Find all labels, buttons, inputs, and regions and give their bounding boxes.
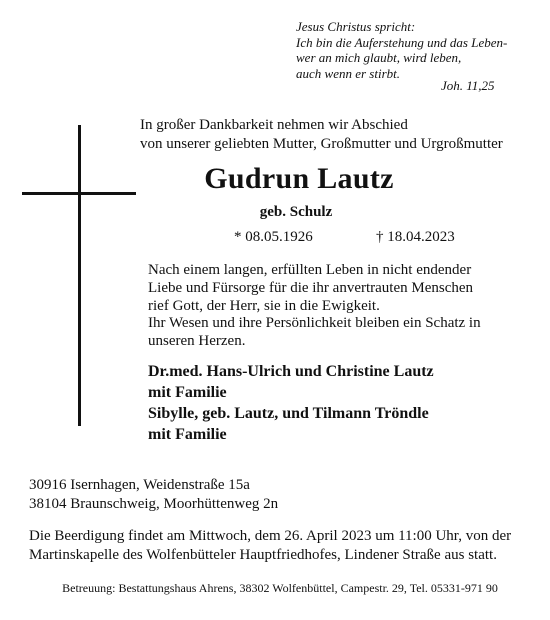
- memorial-line: Nach einem langen, erfüllten Leben in nicht endender: [148, 262, 472, 278]
- mourner-line: Sibylle, geb. Lautz, und Tilmann Tröndle: [148, 405, 429, 422]
- funeral-info: [29, 527, 511, 565]
- mourner-line: Dr.med. Hans-Ulrich und Christine Lautz: [148, 363, 434, 380]
- address-line: 30916 Isernhagen, Weidenstraße 15a: [29, 477, 250, 493]
- mourner-line: mit Familie: [148, 426, 227, 443]
- bible-verse: [296, 19, 507, 81]
- funeral-home-credit: Betreuung: Bestattungshaus Ahrens, 38302 Wolfenbüttel, Campestr. 29, Tel. 05331-971 90: [62, 581, 498, 595]
- deceased-name: Gudrun Lautz: [204, 162, 394, 195]
- memorial-line: rief Gott, der Herr, sie in die Ewigkeit.: [148, 297, 380, 314]
- funeral-line: Die Beerdigung findet am Mittwoch, dem 26. April 2023 um 11:00 Uhr, von der: [29, 528, 512, 544]
- verse-line: Jesus Christus spricht:: [296, 19, 416, 34]
- memorial-line: Ihr Wesen und ihre Persönlichkeit bleiben ein Schatz in: [148, 315, 481, 332]
- mourners-list: [148, 361, 434, 445]
- maiden-name: geb. Schulz: [259, 204, 333, 220]
- intro-text: [140, 116, 503, 154]
- mourner-line: mit Familie: [148, 384, 227, 401]
- memorial-line: unseren Herzen.: [148, 333, 246, 350]
- verse-line: wer an mich glaubt, wird leben,: [296, 50, 462, 65]
- birth-date: * 08.05.1926: [234, 229, 313, 245]
- addresses: [29, 476, 278, 514]
- memorial-text: [148, 262, 481, 351]
- verse-line: auch wenn er stirbt.: [296, 65, 400, 81]
- address-line: 38104 Braunschweig, Moorhüttenweg 2n: [29, 496, 279, 512]
- verse-line: Ich bin die Auferstehung und das Leben-: [296, 34, 508, 50]
- intro-line: von unserer geliebten Mutter, Großmutter und Urgroßmutter: [140, 136, 503, 152]
- verse-reference: Joh. 11,25: [441, 78, 495, 93]
- intro-line: In großer Dankbarkeit nehmen wir Abschied: [140, 117, 408, 133]
- funeral-line: Martinskapelle des Wolfenbütteler Hauptfriedhofes, Lindener Straße aus statt.: [29, 547, 497, 563]
- memorial-line: Liebe und Fürsorge für die ihr anvertrauten Menschen: [148, 279, 474, 296]
- death-date: † 18.04.2023: [376, 229, 455, 245]
